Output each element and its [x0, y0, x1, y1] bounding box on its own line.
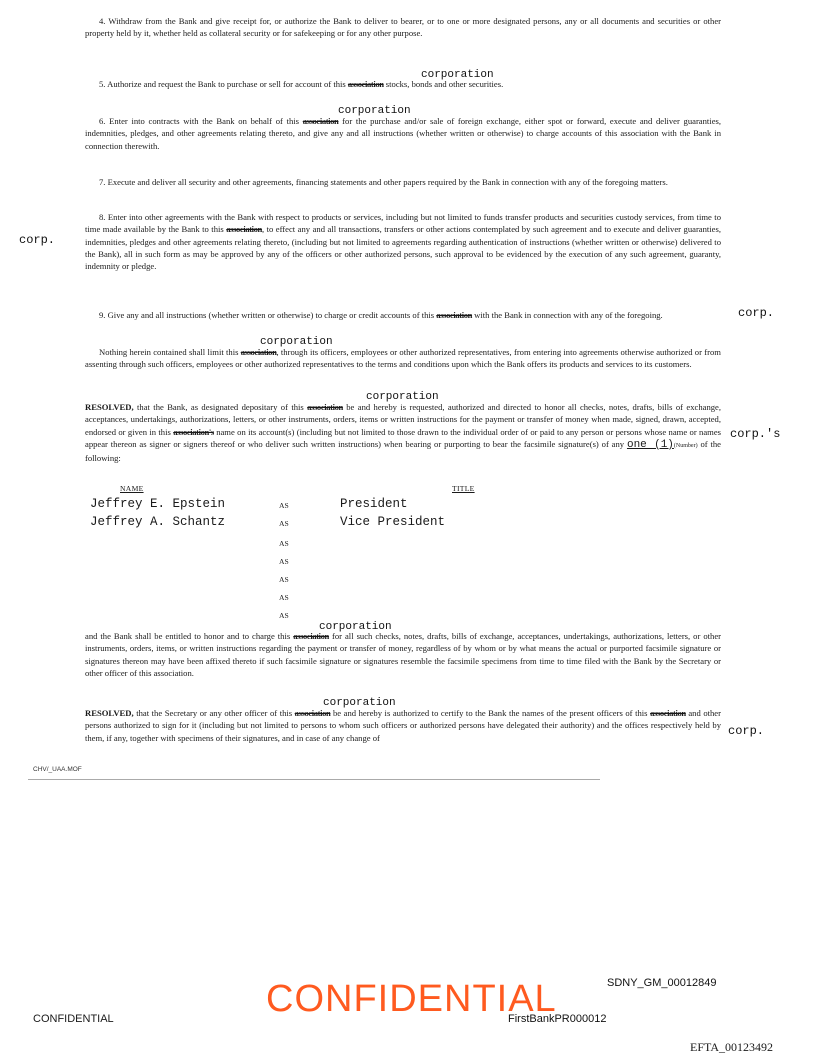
- struck-word: association: [226, 224, 262, 235]
- resolution-1: RESOLVED, that the Bank, as designated depositary of this association be and hereby is requested, authorized and directed to honor all checks, notes, drafts, bills of exchange, acceptances, undertakings, authorizations, letters, or other instruments, orders, items or written instructions for the payment or transfer of money when made, signed, drawn, accepted, endorsed or given in this association's name on its account(s) (including but not limited to those drawn to the individual order of or paid to any person or persons whose name or names appear thereon as signer or signers thereof or who deliver such written instructions) when bearing or purporting to bear the facsimile signature(s) of any one (1)(Number) of the following:: [85, 402, 722, 464]
- typed-correction: corporation: [366, 391, 439, 403]
- number-label: (Number): [673, 442, 698, 449]
- confidential-label: CONFIDENTIAL: [33, 1013, 114, 1025]
- margin-correction: corp.: [738, 306, 775, 320]
- paragraph-9: 9. Give any and all instructions (whether written or otherwise) to charge or credit accounts of this association with the Bank in connection with any of the foregoing.: [99, 310, 663, 320]
- paragraph-10: Nothing herein contained shall limit this association, through its officers, employees or other authorized representatives, from entering into agreements otherwise authorized or from assenting through such officers, employees or other authorized representatives to the terms and conditions upon which the Bank offers its products and services to its customers.: [85, 347, 721, 370]
- efta-number: EFTA_00123492: [690, 1040, 774, 1054]
- signatory-title: President: [340, 497, 408, 511]
- paragraph-7: 7. Execute and deliver all security and other agreements, financing statements and other papers required by the Bank in connection with any of the foregoing matters.: [99, 177, 668, 187]
- struck-word: association: [294, 708, 331, 718]
- margin-correction: corp.'s: [730, 427, 781, 441]
- struck-word: association: [436, 310, 473, 320]
- signatory-name: Jeffrey E. Epstein: [90, 497, 226, 511]
- paragraph-8: 8. Enter into other agreements with the Bank with respect to products or services, including but not limited to funds transfer products and securities custody services, from time to time made available by the Bank to this association, to effect any and all transactions, transfers or other actions contemplated by such agreement and to execute and deliver guaranties, indemnities, pledges and other agreements relating thereto, (including but not limited to agreements regarding authentication of instructions (whether written or otherwise) delivered to the Bank), all in such form as may be approved by any of the officers or other authorized persons, such approval to be evidenced by the execution of any such agreement, guaranty, indemnity or pledge.: [85, 212, 721, 272]
- signatory-title: Vice President: [340, 515, 446, 529]
- as-label: AS: [279, 611, 289, 620]
- typed-correction: corporation: [319, 621, 392, 633]
- signatory-name: Jeffrey A. Schantz: [90, 515, 226, 529]
- as-label: AS: [279, 539, 289, 548]
- struck-word: association: [650, 708, 686, 718]
- margin-correction: corp.: [19, 233, 56, 247]
- as-label: AS: [279, 575, 289, 584]
- paragraph-5: 5. Authorize and request the Bank to purchase or sell for account of this association stocks, bonds and other securities.: [99, 79, 504, 89]
- margin-correction: corp.: [728, 724, 765, 738]
- signature-count: one (1): [626, 438, 674, 451]
- bates-number-top: SDNY_GM_00012849: [607, 977, 717, 989]
- paragraph-6: 6. Enter into contracts with the Bank on behalf of this association for the purchase and/or sale of foreign exchange, either spot or forward, execute and deliver guaranties, indemnities, pledges, and other agreements relating thereto, and give any and all instructions (whether written or otherwise) to charge accounts of this association with the Bank in connection therewith.: [85, 116, 721, 151]
- as-label: AS: [279, 593, 289, 602]
- as-label: AS: [279, 557, 289, 566]
- scan-divider: [28, 779, 600, 780]
- typed-correction: corporation: [323, 697, 396, 709]
- struck-word: association's: [173, 426, 214, 437]
- as-label: AS: [279, 501, 289, 510]
- title-column-header: TITLE: [452, 484, 475, 493]
- struck-word: association: [302, 116, 339, 126]
- typed-correction: corporation: [338, 105, 411, 117]
- struck-word: association: [240, 347, 277, 357]
- name-column-header: NAME: [120, 484, 144, 493]
- struck-word: association: [307, 402, 343, 412]
- typed-correction: corporation: [260, 336, 333, 348]
- confidential-stamp: CONFIDENTIAL: [266, 978, 557, 1020]
- typed-correction: corporation: [421, 69, 494, 81]
- struck-word: association: [347, 79, 384, 89]
- paragraph-4: 4. Withdraw from the Bank and give receipt for, or authorize the Bank to deliver to bearer, or to one or more designated persons, any or all documents and securities or other property held by it, whether held as collateral security or for safekeeping or for any other purpose.: [85, 16, 721, 39]
- struck-word: association: [293, 631, 329, 641]
- as-label: AS: [279, 519, 289, 528]
- form-code: CHV/_UAA.MOF: [33, 766, 82, 773]
- bates-number-bottom: FirstBankPR000012: [508, 1013, 607, 1025]
- resolution-3: RESOLVED, that the Secretary or any other officer of this association be and hereby is authorized to certify to the Bank the names of the present officers of this association and other persons authorized to sign for it (including but not limited to persons to whom such officers or authorized persons have delegated their authority) and the offices respectively held by them, if any, together with specimens of their signatures, and in case of any change of: [85, 708, 721, 743]
- resolution-2: and the Bank shall be entitled to honor and to charge this association for all such checks, notes, drafts, bills of exchange, acceptances, undertakings, authorizations, letters, or other instruments, orders, items, or written instructions regarding the payment or transfer of money, regardless of by whom or by what means the actual or purported facsimile signature or signatures thereon may have been affixed thereto if such facsimile signature or signatures resemble the facsimile specimens from time to time filed with the Bank by the Secretary or other officer of this association.: [85, 631, 722, 678]
